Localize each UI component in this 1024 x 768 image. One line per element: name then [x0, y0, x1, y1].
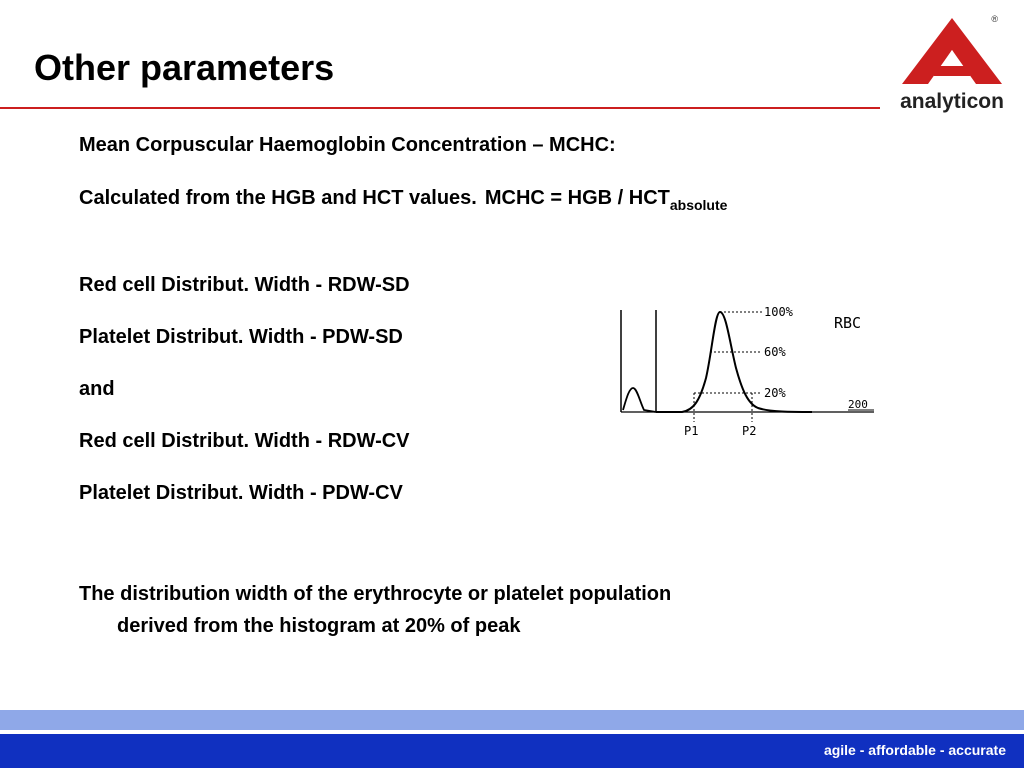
mchc-formula: MCHC = HGB / HCT — [484, 187, 670, 209]
list-item: Red cell Distribut. Width - RDW-SD — [79, 274, 410, 296]
mchc-heading: Mean Corpuscular Haemoglobin Concentration – MCHC: — [79, 134, 616, 156]
mchc-calc-text: Calculated from the HGB and HCT values. — [79, 187, 477, 209]
axis-max-label: 200 — [848, 398, 868, 411]
level-20-label: 20% — [764, 386, 786, 400]
analyticon-logo — [896, 14, 1008, 124]
p2-label: P2 — [742, 424, 757, 438]
paragraph-line-1: The distribution width of the erythrocyte or platelet population — [79, 583, 672, 605]
registered-mark: ® — [991, 14, 998, 24]
logo-wordmark: analyticon — [900, 90, 1004, 113]
histogram-debris-peak — [623, 388, 656, 412]
histogram-rbc-curve — [656, 312, 812, 412]
paragraph-line-2: derived from the histogram at 20% of peak — [117, 615, 521, 637]
p1-label: P1 — [684, 424, 699, 438]
list-item: and — [79, 378, 115, 400]
rbc-histogram — [612, 296, 892, 446]
slide-title: Other parameters — [34, 47, 335, 88]
distribution-paragraph — [79, 578, 879, 642]
logo-triangle-icon — [896, 14, 1008, 90]
list-item: Red cell Distribut. Width - RDW-CV — [79, 430, 410, 452]
level-100-label: 100% — [764, 305, 793, 319]
list-item: Platelet Distribut. Width - PDW-SD — [79, 326, 403, 348]
title-divider — [0, 107, 880, 109]
footer-band-light — [0, 710, 1024, 730]
level-60-label: 60% — [764, 345, 786, 359]
mchc-formula-line — [79, 186, 727, 217]
list-item: Platelet Distribut. Width - PDW-CV — [79, 482, 403, 504]
footer-tagline: agile - affordable - accurate — [823, 742, 1006, 758]
rbc-label: RBC — [834, 314, 862, 332]
mchc-subscript: absolute — [669, 197, 728, 213]
